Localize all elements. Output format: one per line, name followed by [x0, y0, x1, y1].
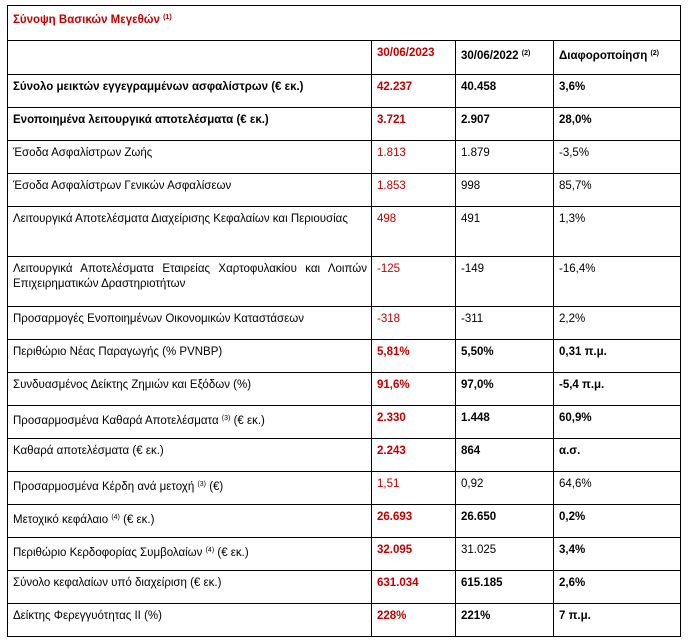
value-2023: 631.034 [372, 571, 456, 604]
value-diff: 0,2% [554, 505, 681, 538]
value-2023: 2.243 [372, 439, 456, 472]
row-label: Λειτουργικά Αποτελέσματα Διαχείρισης Κεφαλαίων και Περιουσίας [8, 207, 372, 257]
row-label: Προσαρμοσμένα Καθαρά Αποτελέσματα $^{(3)}$ (€ εκ.) [8, 406, 372, 439]
value-2023: 498 [372, 207, 456, 257]
value-2022: 998 [456, 174, 554, 207]
header-row [8, 41, 681, 75]
table-row [8, 174, 681, 207]
row-label: Έσοδα Ασφαλίστρων Γενικών Ασφαλίσεων [8, 174, 372, 207]
table-row [8, 108, 681, 141]
value-2022: 491 [456, 207, 554, 257]
value-2023: 32.095 [372, 538, 456, 571]
row-label: Προσαρμογές Ενοποιημένων Οικονομικών Καταστάσεων [8, 307, 372, 340]
table-row [8, 472, 681, 505]
row-label: Λειτουργικά Αποτελέσματα Εταιρείας Χαρτοφυλακίου και Λοιπών Επιχειρηματικών Δραστηριοτήτων [8, 257, 372, 307]
row-label: Συνδυασμένος Δείκτης Ζημιών και Εξόδων (%) [8, 373, 372, 406]
table-title: Σύνοψη Βασικών Μεγεθών $^{(1)}$ [8, 6, 681, 41]
value-2022: -149 [456, 257, 554, 307]
value-2023: 1.853 [372, 174, 456, 207]
header-2022: 30/06/2022 $^{(2)}$ [456, 41, 554, 75]
header-2023: 30/06/2023 [372, 41, 456, 75]
row-label: Δείκτης Φερεγγυότητας II (%) [8, 604, 372, 637]
table-row [8, 406, 681, 439]
table-row [8, 439, 681, 472]
value-2022: 40.458 [456, 75, 554, 108]
value-2023: 42.237 [372, 75, 456, 108]
value-2023: 2.330 [372, 406, 456, 439]
summary-table [7, 5, 681, 637]
value-diff: 0,31 π.μ. [554, 340, 681, 373]
value-diff: 85,7% [554, 174, 681, 207]
value-2023: 228% [372, 604, 456, 637]
value-diff: -3,5% [554, 141, 681, 174]
value-2022: 2.907 [456, 108, 554, 141]
header-empty [8, 41, 372, 75]
value-diff: 1,3% [554, 207, 681, 257]
value-2023: 1.813 [372, 141, 456, 174]
value-2023: 1,51 [372, 472, 456, 505]
value-diff: 60,9% [554, 406, 681, 439]
table-row [8, 373, 681, 406]
value-diff: 3,6% [554, 75, 681, 108]
table-row [8, 257, 681, 307]
value-diff: 28,0% [554, 108, 681, 141]
value-2022: 26.650 [456, 505, 554, 538]
row-label: Σύνολο μεικτών εγγεγραμμένων ασφαλίστρων (€ εκ.) [8, 75, 372, 108]
value-diff: 2,6% [554, 571, 681, 604]
table-row [8, 307, 681, 340]
value-2023: -125 [372, 257, 456, 307]
value-2022: 5,50% [456, 340, 554, 373]
row-label: Ενοποιημένα λειτουργικά αποτελέσματα (€ εκ.) [8, 108, 372, 141]
value-2022: 97,0% [456, 373, 554, 406]
row-label: Περιθώριο Κερδοφορίας Συμβολαίων $^{(4)}$ (€ εκ.) [8, 538, 372, 571]
value-2022: -311 [456, 307, 554, 340]
row-label: Έσοδα Ασφαλίστρων Ζωής [8, 141, 372, 174]
value-diff: -5,4 π.μ. [554, 373, 681, 406]
row-label: Περιθώριο Νέας Παραγωγής (% PVNBP) [8, 340, 372, 373]
row-label: Προσαρμοσμένα Κέρδη ανά μετοχή $^{(3)}$ (€) [8, 472, 372, 505]
value-2022: 1.448 [456, 406, 554, 439]
value-2023: 5,81% [372, 340, 456, 373]
value-diff: α.σ. [554, 439, 681, 472]
table-row [8, 604, 681, 637]
row-label: Καθαρά αποτελέσματα (€ εκ.) [8, 439, 372, 472]
value-2022: 615.185 [456, 571, 554, 604]
row-label: Μετοχικό κεφάλαιο $^{(4)}$ (€ εκ.) [8, 505, 372, 538]
value-diff: 2,2% [554, 307, 681, 340]
value-2023: 26.693 [372, 505, 456, 538]
table-row [8, 340, 681, 373]
summary-table-container [7, 5, 680, 637]
value-2022: 31.025 [456, 538, 554, 571]
value-diff: -16,4% [554, 257, 681, 307]
value-diff: 7 π.μ. [554, 604, 681, 637]
row-label: Σύνολο κεφαλαίων υπό διαχείριση (€ εκ.) [8, 571, 372, 604]
table-row [8, 207, 681, 257]
value-2023: -318 [372, 307, 456, 340]
table-row [8, 505, 681, 538]
value-diff: 3,4% [554, 538, 681, 571]
table-row [8, 571, 681, 604]
table-row [8, 75, 681, 108]
value-2023: 91,6% [372, 373, 456, 406]
table-row [8, 538, 681, 571]
title-row [8, 6, 681, 41]
value-2022: 1.879 [456, 141, 554, 174]
value-2023: 3.721 [372, 108, 456, 141]
table-row [8, 141, 681, 174]
value-2022: 221% [456, 604, 554, 637]
value-2022: 864 [456, 439, 554, 472]
value-diff: 64,6% [554, 472, 681, 505]
value-2022: 0,92 [456, 472, 554, 505]
header-diff: Διαφοροποίηση $^{(2)}$ [554, 41, 681, 75]
